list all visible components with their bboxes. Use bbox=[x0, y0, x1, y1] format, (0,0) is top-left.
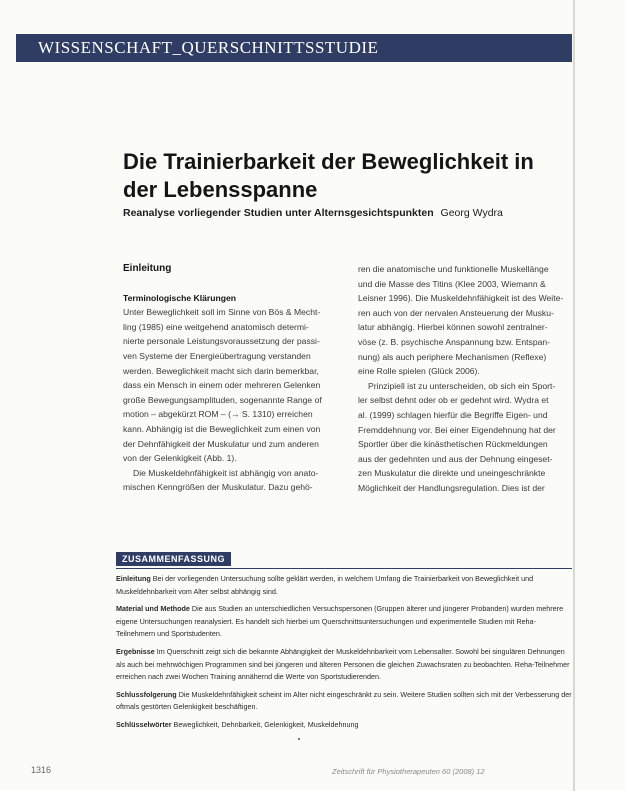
body-line: ren die anatomische und funktionelle Muskellänge bbox=[358, 264, 549, 274]
summary-term: Schlussfolgerung bbox=[116, 689, 177, 699]
scan-mark bbox=[298, 738, 300, 740]
body-line: der Dehnfähigkeit der Muskulatur und zum anderen bbox=[123, 438, 319, 449]
section-heading: Einleitung bbox=[123, 263, 172, 274]
summary-term: Einleitung bbox=[116, 574, 151, 583]
body-line: Die Muskeldehnfähigkeit ist abhängig von anato- bbox=[133, 467, 319, 478]
body-line: von der Gelenkigkeit (Abb. 1). bbox=[123, 453, 237, 464]
article-subtitle-line bbox=[123, 207, 503, 219]
section-header-band bbox=[16, 34, 572, 62]
body-line: dass ein Mensch in einem oder mehreren Gelenken bbox=[123, 380, 321, 391]
journal-citation: Zeitschrift für Physiotherapeuten 60 (2008) 12 bbox=[332, 767, 485, 776]
sub-heading: Terminologische Klärungen bbox=[123, 292, 237, 303]
body-column-right bbox=[358, 262, 568, 496]
summary-paragraph bbox=[116, 603, 572, 641]
body-line: Sportler über die kinästhetischen Rückmeldungen bbox=[358, 439, 548, 450]
body-line: latur abhängig. Hierbei können sowohl zentralner- bbox=[358, 322, 548, 333]
body-line: aus der gedehnten und aus der Dehnung eingeset- bbox=[358, 453, 553, 464]
summary-paragraph bbox=[116, 689, 572, 714]
body-line: ren auch von der nervalen Ansteuerung der Musku- bbox=[358, 307, 554, 318]
summary-text: Im Querschnitt zeigt sich die bekannte Abhängigkeit der Muskeldehnbarkeit vom Lebensalter. Sowohl bei singulären Dehnungen als auch bei mehrwöchigen Programmen sind bei jüngeren und älteren Personen die gleichen Zuwachsraten zu beobachten. Reha-Teilnehmer erreichen nach zwei Wochen Training annähernd die Werte von Sportstudierenden. bbox=[116, 646, 570, 682]
body-column-left bbox=[123, 262, 347, 495]
body-line: zen Muskulatur die direkte und uneingeschränkte bbox=[358, 468, 546, 479]
summary-paragraph bbox=[116, 646, 572, 684]
summary-text: Die Muskeldehnfähigkeit scheint im Alter nicht eingeschränkt zu sein. Weitere Studien sollten sich mit der Verbesserung der oftmals gestörten Gelenkigkeit beschäftigen. bbox=[116, 689, 572, 712]
body-line: große Bewegungsamplituden, sogenannte Range of bbox=[123, 394, 322, 405]
body-line: eine Rolle spielen (Glück 2006). bbox=[358, 366, 480, 377]
article-subtitle: Reanalyse vorliegender Studien unter Alternsgesichtspunkten bbox=[123, 207, 434, 219]
summary-term: Schlüsselwörter bbox=[116, 719, 172, 729]
body-line: mischen Kenngrößen der Muskulatur. Dazu gehö- bbox=[123, 482, 313, 493]
body-line: kann. Abhängig ist die Beweglichkeit zum einen von bbox=[123, 423, 321, 434]
body-line: ler selbst dehnt oder ob er gedehnt wird. Wydra et bbox=[358, 395, 549, 406]
body-line: werden. Beweglichkeit macht sich darin bemerkbar, bbox=[123, 365, 319, 376]
summary-paragraph bbox=[116, 573, 572, 598]
section-header-title: WISSENSCHAFT_QUERSCHNITTSSTUDIE bbox=[38, 38, 379, 57]
body-line: ling (1985) eine weitgehend anatomisch determi- bbox=[123, 321, 309, 332]
body-line: und die Masse des Titins (Klee 2003, Wiemann & bbox=[358, 278, 546, 289]
body-line: Fremddehnung vor. Bei einer Eigendehnung hat der bbox=[358, 424, 556, 435]
summary-rule bbox=[116, 568, 572, 569]
page-number: 1316 bbox=[31, 765, 52, 775]
summary-text: Beweglichkeit, Dehnbarkeit, Gelenkigkeit, Muskeldehnung bbox=[173, 719, 359, 729]
summary-label: ZUSAMMENFASSUNG bbox=[116, 552, 231, 566]
body-line: Prinzipiell ist zu unterscheiden, ob sich ein Sport- bbox=[368, 380, 556, 391]
article-author: Georg Wydra bbox=[440, 207, 503, 219]
page-edge bbox=[573, 0, 575, 791]
body-line: nierte personale Leistungsvoraussetzung der passi- bbox=[123, 336, 320, 347]
summary-text: Bei der vorliegenden Untersuchung sollte geklärt werden, in welchem Umfang die Trainierbarkeit von Beweglichkeit und Muskeldehnbarkeit vom Alter selbst abhängig sind. bbox=[116, 574, 534, 596]
body-line: Leisner 1996). Die Muskeldehnfähigkeit ist des Weite- bbox=[358, 293, 564, 304]
body-line: ven Systeme der Energieübertragung verstanden bbox=[123, 350, 311, 361]
summary-paragraph bbox=[116, 719, 572, 732]
summary-body bbox=[116, 573, 572, 732]
summary-text: Die aus Studien an unterschiedlichen Versuchspersonen (Gruppen älterer und jüngerer Probanden) wurden mehrere eigene Untersuchungen reanalysiert. Es handelt sich hierbei um Querschnittsuntersuchungen und experimentelle Studien mit Reha-Teilnehmern und Sportstudenten. bbox=[116, 604, 564, 639]
body-line: nung) als auch periphere Mechanismen (Reflexe) bbox=[358, 351, 547, 362]
body-line: Möglichkeit der Handlungsregulation. Dies ist der bbox=[358, 482, 545, 493]
body-line: al. (1999) schlagen hierfür die Begriffe Eigen- und bbox=[358, 409, 548, 420]
summary-term: Material und Methode bbox=[116, 604, 190, 614]
body-line: Unter Beweglichkeit soll im Sinne von Bös & Mecht- bbox=[123, 307, 321, 318]
body-line: motion – abgekürzt ROM – (→ S. 1310) erreichen bbox=[123, 409, 313, 420]
summary-box bbox=[116, 549, 572, 737]
summary-term: Ergebnisse bbox=[116, 646, 155, 656]
body-line: vöse (z. B. psychische Anspannung bzw. Entspan- bbox=[358, 336, 551, 347]
article-title: Die Trainierbarkeit der Beweglichkeit in der Lebensspanne bbox=[123, 149, 534, 202]
